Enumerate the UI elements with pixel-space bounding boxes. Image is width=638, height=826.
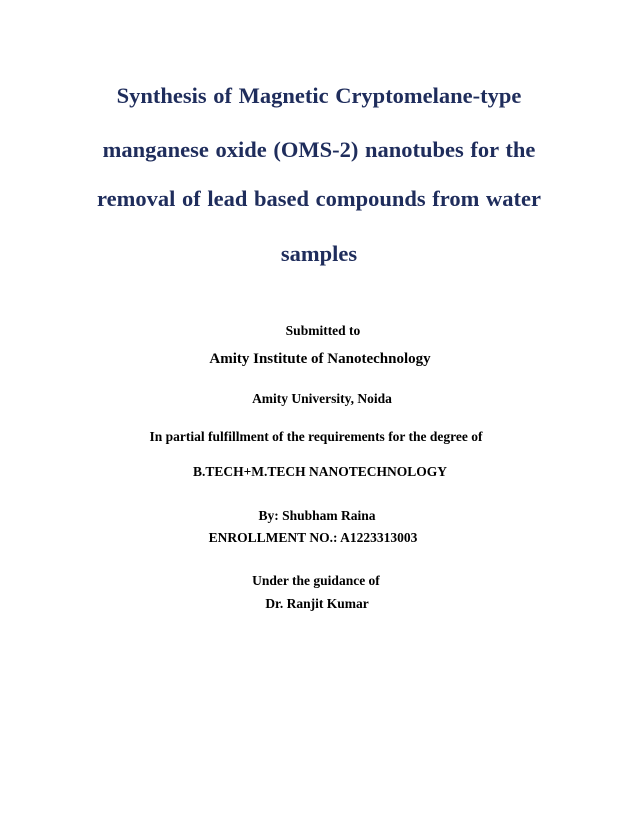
title-line-4: samples — [280, 241, 358, 266]
author-line: By: Shubham Raina — [258, 508, 376, 523]
guidance-label: Under the guidance of — [252, 573, 380, 588]
title-line-1: Synthesis of Magnetic Cryptomelane-type — [116, 83, 522, 108]
submitted-to-label: Submitted to — [285, 323, 361, 338]
title-line-2: manganese oxide (OMS-2) nanotubes for the — [102, 137, 536, 162]
guide-name: Dr. Ranjit Kumar — [265, 596, 369, 611]
fulfillment-statement: In partial fulfillment of the requirements for the degree of — [149, 429, 483, 444]
degree-name: B.TECH+M.TECH NANOTECHNOLOGY — [192, 464, 448, 479]
university-name: Amity University, Noida — [252, 391, 392, 406]
enrollment-number: ENROLLMENT NO.: A1223313003 — [208, 530, 418, 545]
title-line-3: removal of lead based compounds from water — [97, 186, 541, 211]
institute-name: Amity Institute of Nanotechnology — [209, 351, 431, 367]
